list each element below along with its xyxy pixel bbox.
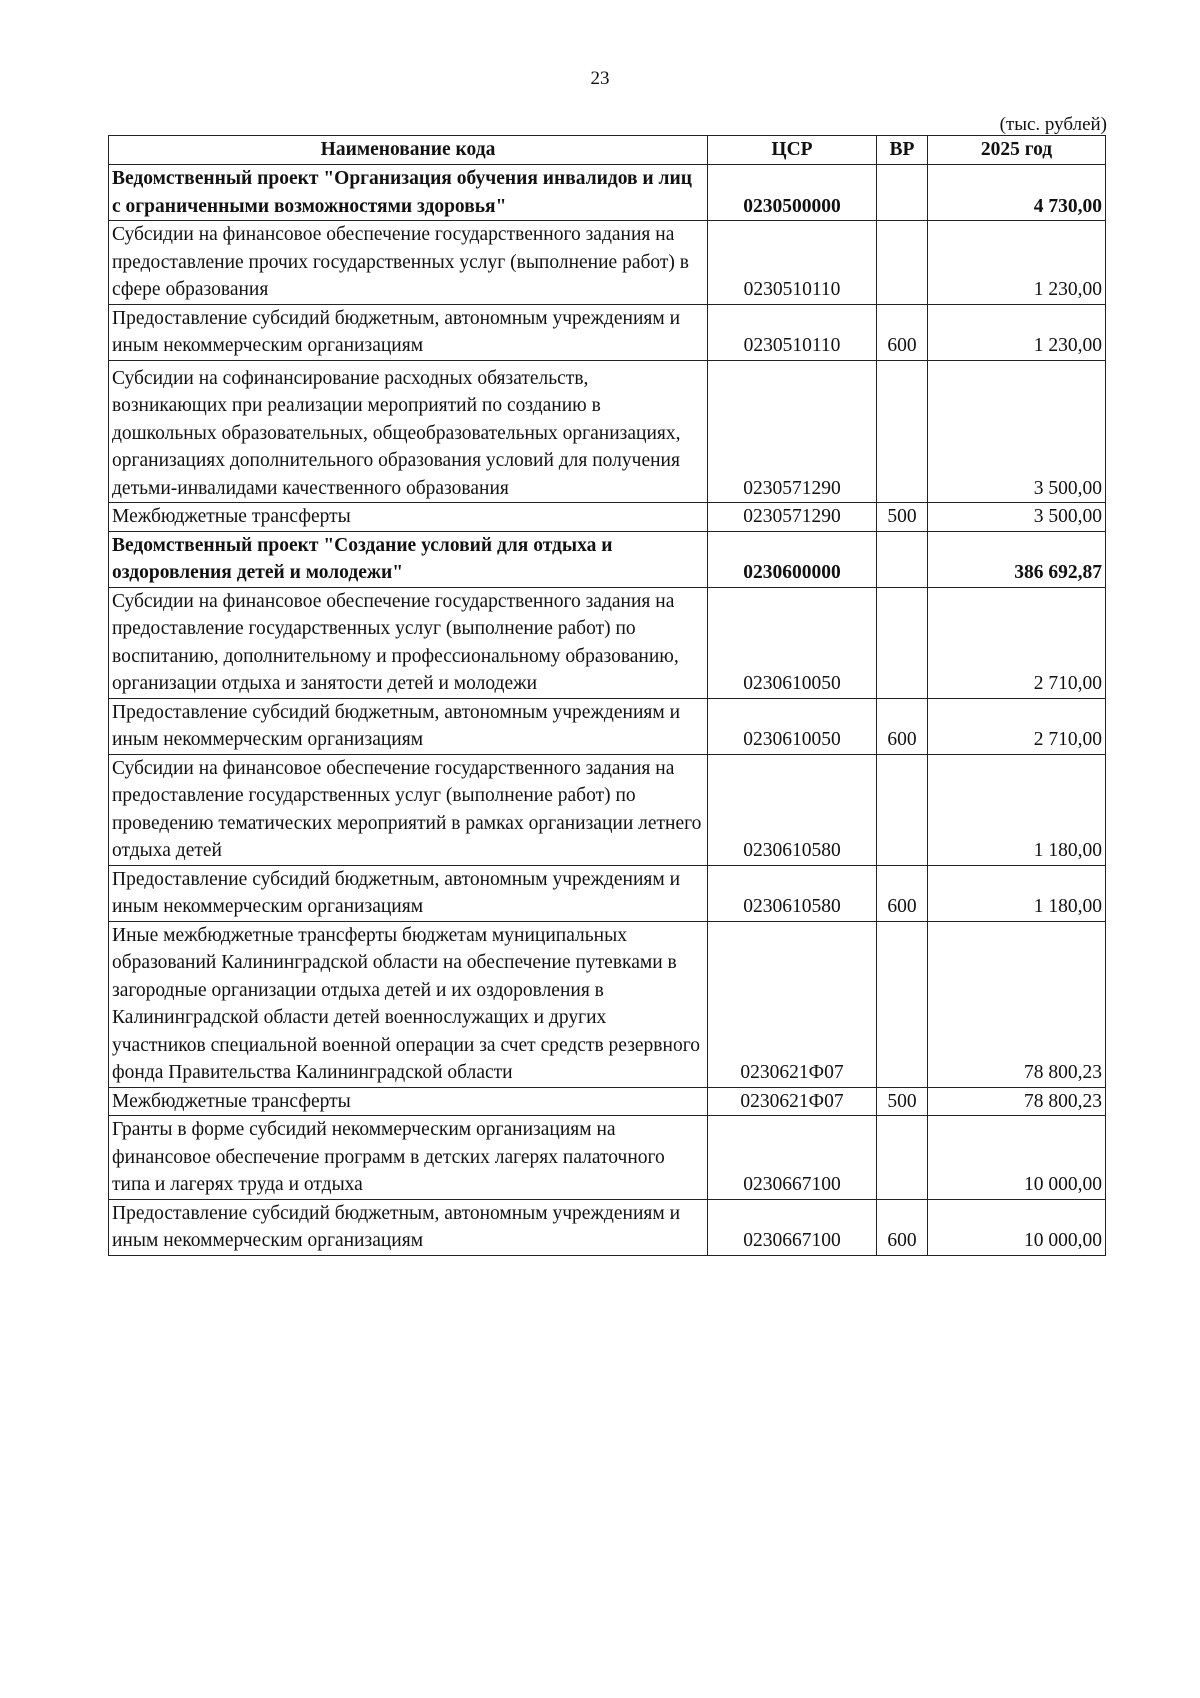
- header-year: 2025 год: [928, 136, 1106, 165]
- row-vr: 600: [877, 698, 928, 754]
- row-amount: 78 800,23: [928, 921, 1106, 1087]
- row-amount: 386 692,87: [928, 531, 1106, 587]
- table-row: [109, 360, 1106, 503]
- row-amount: 78 800,23: [928, 1087, 1106, 1116]
- table-row: [109, 531, 1106, 587]
- row-vr: 600: [877, 304, 928, 360]
- row-name: Предоставление субсидий бюджетным, автономным учреждениям и иным некоммерческим организациям: [109, 304, 708, 360]
- row-vr: [877, 531, 928, 587]
- row-amount: 1 230,00: [928, 221, 1106, 305]
- row-csr: 0230571290: [708, 360, 877, 503]
- table-row: [109, 304, 1106, 360]
- row-amount: 3 500,00: [928, 503, 1106, 532]
- row-name: Межбюджетные трансферты: [109, 503, 708, 532]
- row-name: Предоставление субсидий бюджетным, автономным учреждениям и иным некоммерческим организациям: [109, 698, 708, 754]
- table-row: [109, 698, 1106, 754]
- table-row: [109, 587, 1106, 698]
- row-amount: 10 000,00: [928, 1116, 1106, 1200]
- row-name: Предоставление субсидий бюджетным, автономным учреждениям и иным некоммерческим организациям: [109, 1199, 708, 1255]
- row-amount: 1 230,00: [928, 304, 1106, 360]
- row-name: Гранты в форме субсидий некоммерческим организациям на финансовое обеспечение программ в детских лагерях палаточного типа и лагерях труда и отдыха: [109, 1116, 708, 1200]
- table-row: [109, 865, 1106, 921]
- row-name: Ведомственный проект "Организация обучения инвалидов и лиц с ограниченными возможностями здоровья": [109, 165, 708, 221]
- table-row: [109, 921, 1106, 1087]
- row-name: Субсидии на финансовое обеспечение государственного задания на предоставление прочих государственных услуг (выполнение работ) в сфере образования: [109, 221, 708, 305]
- header-csr: ЦСР: [708, 136, 877, 165]
- row-csr: 0230500000: [708, 165, 877, 221]
- row-amount: 1 180,00: [928, 754, 1106, 865]
- row-csr: 0230610050: [708, 698, 877, 754]
- header-name: Наименование кода: [109, 136, 708, 165]
- row-vr: [877, 921, 928, 1087]
- row-csr: 0230667100: [708, 1199, 877, 1255]
- row-csr: 0230571290: [708, 503, 877, 532]
- row-vr: [877, 360, 928, 503]
- row-amount: 3 500,00: [928, 360, 1106, 503]
- row-name: Субсидии на финансовое обеспечение государственного задания на предоставление государственных услуг (выполнение работ) по проведению тематических мероприятий в рамках организации летнего отдыха детей: [109, 754, 708, 865]
- row-name: Субсидии на финансовое обеспечение государственного задания на предоставление государственных услуг (выполнение работ) по воспитанию, дополнительному и профессиональному образованию, организации отдыха и занятости детей и молодежи: [109, 587, 708, 698]
- header-vr: ВР: [877, 136, 928, 165]
- row-name: Ведомственный проект "Создание условий для отдыха и оздоровления детей и молодежи": [109, 531, 708, 587]
- row-csr: 0230600000: [708, 531, 877, 587]
- row-name: Межбюджетные трансферты: [109, 1087, 708, 1116]
- row-name: Иные межбюджетные трансферты бюджетам муниципальных образований Калининградской области на обеспечение путевками в загородные организации отдыха детей и их оздоровления в Калининградской области детей военнослужащих и других участников специальной военной операции за счет средств резервного фонда Правительства Калининградской области: [109, 921, 708, 1087]
- row-name: Субсидии на софинансирование расходных обязательств, возникающих при реализации мероприятий по созданию в дошкольных образовательных, общеобразовательных организациях, организациях дополнительного образования условий для получения детьми-инвалидами качественного образования: [109, 360, 708, 503]
- row-amount: 10 000,00: [928, 1199, 1106, 1255]
- row-name: Предоставление субсидий бюджетным, автономным учреждениям и иным некоммерческим организациям: [109, 865, 708, 921]
- header-row: [109, 136, 1106, 165]
- row-vr: [877, 754, 928, 865]
- table-row: [109, 165, 1106, 221]
- row-vr: 600: [877, 1199, 928, 1255]
- row-amount: 1 180,00: [928, 865, 1106, 921]
- row-amount: 2 710,00: [928, 587, 1106, 698]
- row-vr: [877, 221, 928, 305]
- units-label: (тыс. рублей): [999, 114, 1107, 135]
- table-row: [109, 754, 1106, 865]
- table-row: [109, 1199, 1106, 1255]
- budget-table: [108, 135, 1106, 1256]
- row-csr: 0230621Ф07: [708, 921, 877, 1087]
- table-row: [109, 1116, 1106, 1200]
- row-csr: 0230510110: [708, 304, 877, 360]
- table-row: [109, 1087, 1106, 1116]
- row-csr: 0230510110: [708, 221, 877, 305]
- page-number: 23: [590, 68, 610, 89]
- table-row: [109, 503, 1106, 532]
- row-vr: [877, 587, 928, 698]
- row-csr: 0230667100: [708, 1116, 877, 1200]
- table-row: [109, 221, 1106, 305]
- row-csr: 0230621Ф07: [708, 1087, 877, 1116]
- row-vr: 500: [877, 1087, 928, 1116]
- row-csr: 0230610580: [708, 865, 877, 921]
- row-vr: [877, 165, 928, 221]
- row-vr: 600: [877, 865, 928, 921]
- row-amount: 4 730,00: [928, 165, 1106, 221]
- row-vr: 500: [877, 503, 928, 532]
- row-csr: 0230610050: [708, 587, 877, 698]
- row-csr: 0230610580: [708, 754, 877, 865]
- row-amount: 2 710,00: [928, 698, 1106, 754]
- row-vr: [877, 1116, 928, 1200]
